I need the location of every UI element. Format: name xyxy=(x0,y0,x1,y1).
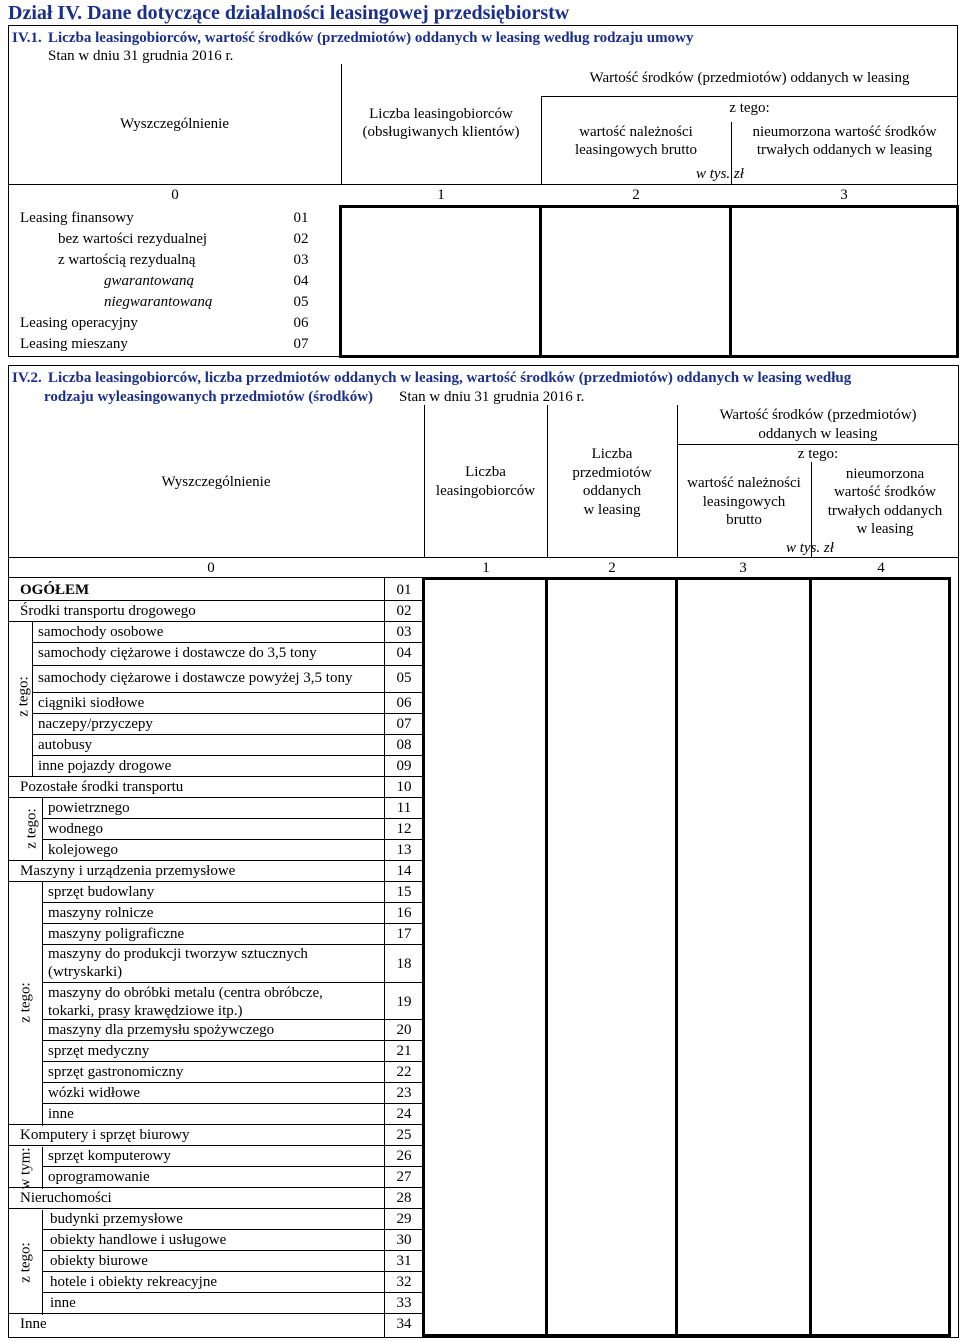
s2-h-nieumorzona-4: w leasing xyxy=(856,521,914,537)
s2-title-num: IV.2. xyxy=(12,370,42,386)
s1-stan: Stan w dniu 31 grudnia 2016 r. xyxy=(48,48,234,64)
s2-row-label: sprzęt komputerowy xyxy=(48,1148,171,1164)
s2-row-label: sprzęt medyczny xyxy=(48,1043,150,1059)
s2-colnum: 3 xyxy=(739,560,747,576)
s2-row-num: 05 xyxy=(396,670,412,686)
s2-row-label: inne pojazdy drogowe xyxy=(38,758,172,774)
s2-row-num: 29 xyxy=(396,1211,412,1227)
s2-row-label: samochody osobowe xyxy=(38,624,164,640)
s1-row-num: 04 xyxy=(293,273,309,289)
s2-row-label: ciągniki siodłowe xyxy=(38,695,145,711)
s2-row-label: Maszyny i urządzenia przemysłowe xyxy=(20,863,236,879)
s2-title-line1: Liczba leasingobiorców, liczba przedmiotów oddanych w leasing, wartość środków (przedmiotów) oddanych w leasing według xyxy=(48,370,852,386)
s2-colnum: 0 xyxy=(207,560,215,576)
s2-title-line2: rodzaju wyleasingowanych przedmiotów (środków) xyxy=(44,389,374,405)
s2-row-num: 06 xyxy=(396,695,412,711)
s2-h-lb-1: Liczba xyxy=(465,464,506,480)
s1-row-num: 07 xyxy=(293,336,309,352)
s1-h-nieumorzona-2: trwałych oddanych w leasing xyxy=(756,142,933,158)
s1-h-naleznosci-1: wartość należności xyxy=(579,124,693,140)
s2-colnum: 1 xyxy=(482,560,490,576)
s2-row-label: Komputery i sprzęt biurowy xyxy=(20,1127,190,1143)
s2-row-num: 34 xyxy=(396,1316,412,1332)
s2-h-lp-2: przedmiotów xyxy=(572,465,652,481)
s2-row-label: powietrznego xyxy=(48,800,130,816)
s1-row-label: Leasing finansowy xyxy=(20,210,134,226)
s1-h-liczba-1: Liczba leasingobiorców xyxy=(369,106,513,122)
s2-row-num: 16 xyxy=(396,905,412,921)
s2-row-label: samochody ciężarowe i dostawcze powyżej 3,5 tony xyxy=(38,670,353,686)
s2-row-label-2: tokarki, prasy krawędziowe itp.) xyxy=(48,1003,243,1019)
s2-group-label: z tego: xyxy=(17,1242,34,1283)
s2-row-num: 04 xyxy=(396,645,412,661)
s2-h-ztego: z tego: xyxy=(797,446,839,462)
s2-h-nieumorzona-3: trwałych oddanych xyxy=(827,503,943,519)
s2-colnum: 2 xyxy=(608,560,616,576)
s2-h-naleznosci-1: wartość należności xyxy=(687,475,801,491)
s2-row-label: Pozostałe środki transportu xyxy=(20,779,184,795)
s2-h-naleznosci-3: brutto xyxy=(726,512,762,528)
s1-row-label: Leasing mieszany xyxy=(20,336,128,352)
s2-row-label: inne xyxy=(50,1295,76,1311)
s2-row-label: wózki widłowe xyxy=(48,1085,141,1101)
s1-title: Liczba leasingobiorców, wartość środków (przedmiotów) oddanych w leasing według rodzaju umowy xyxy=(48,30,694,46)
s1-row-label: Leasing operacyjny xyxy=(20,315,138,331)
s2-row-num: 21 xyxy=(396,1043,412,1059)
s2-group-label: z tego: xyxy=(15,676,32,717)
s2-group-label: z tego: xyxy=(23,808,40,849)
s2-row-label-2: (wtryskarki) xyxy=(48,964,123,980)
s2-row-label: samochody ciężarowe i dostawcze do 3,5 tony xyxy=(38,645,317,661)
s2-row-num: 11 xyxy=(396,800,412,816)
s2-row-num: 30 xyxy=(396,1232,412,1248)
s2-h-wyszczegolnienie: Wyszczególnienie xyxy=(161,474,271,490)
s2-row-num: 13 xyxy=(396,842,412,858)
s2-h-wartosc-2: oddanych w leasing xyxy=(758,426,878,442)
s1-row-num: 03 xyxy=(293,252,309,268)
s2-row-label: OGÓŁEM xyxy=(20,582,90,598)
page-title: Dział IV. Dane dotyczące działalności leasingowej przedsiębiorstw xyxy=(8,2,570,24)
s1-h-wartosc: Wartość środków (przedmiotów) oddanych w leasing xyxy=(589,70,910,86)
s1-row-num: 06 xyxy=(293,315,309,331)
s2-h-nieumorzona-2: wartość środków xyxy=(833,484,937,500)
s2-row-num: 22 xyxy=(396,1064,412,1080)
s1-h-nieumorzona-1: nieumorzona wartość środków xyxy=(752,124,937,140)
s2-row-label: sprzęt gastronomiczny xyxy=(48,1064,184,1080)
s2-row-label: budynki przemysłowe xyxy=(50,1211,183,1227)
s1-colnum: 3 xyxy=(840,187,848,203)
s2-row-num: 27 xyxy=(396,1169,412,1185)
s1-row-label: niegwarantowaną xyxy=(104,294,213,310)
s2-row-label: autobusy xyxy=(38,737,93,753)
s2-row-num: 07 xyxy=(396,716,412,732)
s1-h-wyszczegolnienie: Wyszczególnienie xyxy=(119,116,230,132)
s2-row-label: hotele i obiekty rekreacyjne xyxy=(50,1274,218,1290)
s2-row-num: 09 xyxy=(396,758,412,774)
s2-stan: Stan w dniu 31 grudnia 2016 r. xyxy=(399,389,585,405)
s2-row-num: 03 xyxy=(396,624,412,640)
s1-colnum: 1 xyxy=(437,187,445,203)
s2-row-num: 02 xyxy=(396,603,412,619)
s2-row-label: maszyny poligraficzne xyxy=(48,926,185,942)
s1-row-label: bez wartości rezydualnej xyxy=(58,231,208,247)
s1-row-num: 02 xyxy=(293,231,309,247)
s2-row-num: 20 xyxy=(396,1022,412,1038)
s2-h-unit: w tys. zł xyxy=(786,540,834,556)
s2-row-num: 19 xyxy=(396,994,412,1010)
s2-h-lp-4: w leasing xyxy=(583,502,641,518)
s2-h-lp-3: oddanych xyxy=(582,483,642,499)
s2-row-label: maszyny dla przemysłu spożywczego xyxy=(48,1022,275,1038)
s2-row-num: 18 xyxy=(396,956,412,972)
s2-row-num: 01 xyxy=(396,582,412,598)
s2-row-num: 14 xyxy=(396,863,412,879)
s2-row-label: obiekty biurowe xyxy=(50,1253,148,1269)
s2-row-label: Nieruchomości xyxy=(20,1190,112,1206)
s2-row-num: 12 xyxy=(396,821,412,837)
s2-row-num: 32 xyxy=(396,1274,412,1290)
s2-row-label: Środki transportu drogowego xyxy=(20,603,196,619)
s2-row-label: maszyny do produkcji tworzyw sztucznych xyxy=(48,946,308,962)
s2-row-label: maszyny rolnicze xyxy=(48,905,154,921)
s1-data-grid xyxy=(339,205,959,358)
s1-h-liczba-2: (obsługiwanych klientów) xyxy=(362,124,520,140)
s1-row-label: z wartością rezydualną xyxy=(58,252,196,268)
s2-row-num: 25 xyxy=(396,1127,412,1143)
s1-row-num: 01 xyxy=(293,210,309,226)
s1-colnum: 2 xyxy=(632,187,640,203)
s2-h-wartosc-1: Wartość środków (przedmiotów) xyxy=(719,407,917,423)
s2-row-num: 24 xyxy=(396,1106,412,1122)
s2-h-nieumorzona-1: nieumorzona xyxy=(845,466,925,482)
s1-colnum: 0 xyxy=(171,187,179,203)
s2-row-label: wodnego xyxy=(48,821,103,837)
s1-row-label: gwarantowaną xyxy=(104,273,195,289)
s2-row-label: obiekty handlowe i usługowe xyxy=(50,1232,227,1248)
s2-row-num: 17 xyxy=(396,926,412,942)
s2-data-grid xyxy=(422,577,951,1337)
s2-row-label: maszyny do obróbki metalu (centra obróbcze, xyxy=(48,985,323,1001)
s2-h-naleznosci-2: leasingowych xyxy=(702,494,786,510)
s2-row-num: 28 xyxy=(396,1190,412,1206)
s2-row-label: inne xyxy=(48,1106,74,1122)
s2-group-label: w tym: xyxy=(17,1147,34,1190)
s2-h-lp-1: Liczba xyxy=(591,446,633,462)
s2-row-label: Inne xyxy=(20,1316,47,1332)
s2-row-label: kolejowego xyxy=(48,842,118,858)
s2-row-label: naczepy/przyczepy xyxy=(38,716,153,732)
s2-row-label: oprogramowanie xyxy=(48,1169,150,1185)
s2-row-num: 31 xyxy=(396,1253,412,1269)
s2-row-num: 08 xyxy=(396,737,412,753)
s2-row-num: 33 xyxy=(396,1295,412,1311)
s1-h-unit: w tys. zł xyxy=(696,166,744,182)
s1-h-naleznosci-2: leasingowych brutto xyxy=(574,142,698,158)
s2-row-num: 23 xyxy=(396,1085,412,1101)
s1-row-num: 05 xyxy=(293,294,309,310)
s2-row-num: 10 xyxy=(396,779,412,795)
s2-row-label: sprzęt budowlany xyxy=(48,884,155,900)
s2-colnum: 4 xyxy=(877,560,885,576)
s1-h-ztego: z tego: xyxy=(729,100,770,116)
s2-row-num: 15 xyxy=(396,884,412,900)
s2-h-lb-2: leasingobiorców xyxy=(435,483,536,499)
s2-group-label: z tego: xyxy=(17,982,34,1023)
s1-title-num: IV.1. xyxy=(12,30,42,46)
s2-row-num: 26 xyxy=(396,1148,412,1164)
